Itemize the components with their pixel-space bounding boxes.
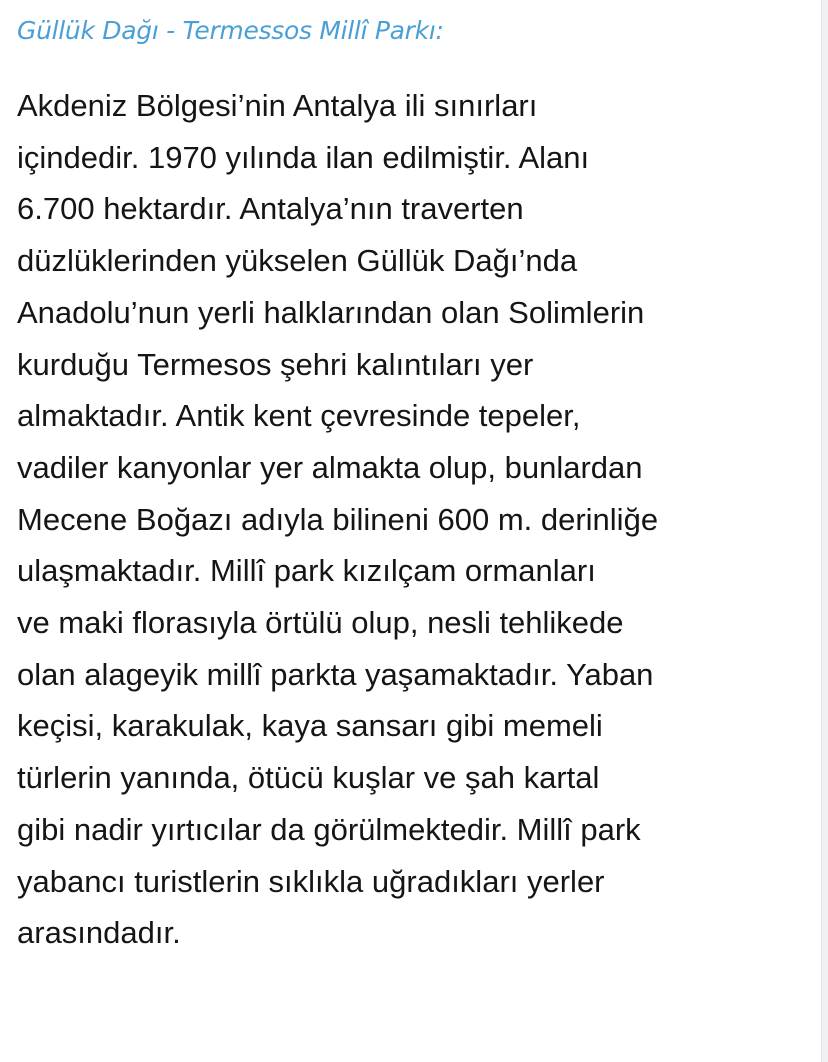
paragraph-line: Anadolu’nun yerli halklarından olan Solimlerin [17, 294, 645, 330]
paragraph-line: Mecene Boğazı adıyla bilineni 600 m. derinliğe [17, 501, 659, 537]
paragraph-line: içindedir. 1970 yılında ilan edilmiştir. Alanı [17, 139, 590, 175]
paragraph-line: türlerin yanında, ötücü kuşlar ve şah kartal [17, 760, 600, 796]
paragraph-line: olan alageyik millî parkta yaşamaktadır. Yaban [17, 656, 654, 692]
paragraph-line: ve maki florasıyla örtülü olup, nesli tehlikede [17, 605, 624, 641]
body-paragraph [17, 80, 807, 959]
paragraph-line: vadiler kanyonlar yer almakta olup, bunlardan [17, 449, 643, 485]
paragraph-line: yabancı turistlerin sıklıkla uğradıkları yerler [17, 863, 605, 899]
paragraph-line: düzlüklerinden yükselen Güllük Dağı’nda [17, 243, 578, 279]
paragraph-line: 6.700 hektardır. Antalya’nın traverten [17, 191, 524, 227]
paragraph-line: arasındadır. [17, 915, 181, 951]
paragraph-line: ulaşmaktadır. Millî park kızılçam ormanları [17, 553, 596, 589]
paragraph-line: keçisi, karakulak, kaya sansarı gibi memeli [17, 708, 603, 744]
paragraph-line: kurduğu Termesos şehri kalıntıları yer [17, 346, 534, 382]
paragraph-line: gibi nadir yırtıcılar da görülmektedir. Millî park [17, 811, 641, 847]
paragraph-line: almaktadır. Antik kent çevresinde tepeler, [17, 398, 581, 434]
section-heading: Güllük Dağı - Termessos Millî Parkı: [17, 16, 444, 45]
paragraph-line: Akdeniz Bölgesi’nin Antalya ili sınırları [17, 88, 538, 123]
page-edge-strip [821, 0, 828, 1062]
